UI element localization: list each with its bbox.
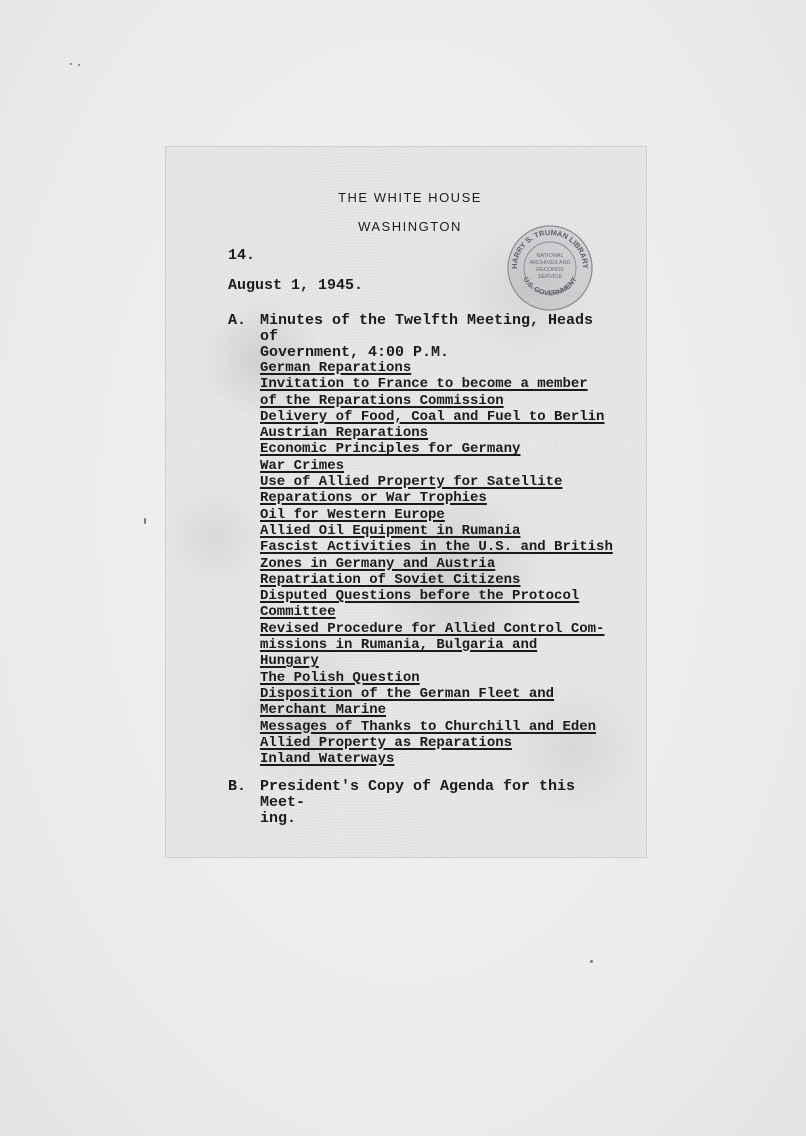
- letterhead-institution: THE WHITE HOUSE: [338, 190, 482, 205]
- agenda-item-text: Revised Procedure for Allied Control Com- missions in Rumania, Bulgaria and Hungary: [260, 620, 605, 670]
- agenda-item-text: Invitation to France to become a member of the Reparations Commission: [260, 376, 588, 409]
- agenda-item: [260, 360, 640, 376]
- agenda-item-text: Economic Principles for Germany: [260, 441, 521, 458]
- agenda-item-text: War Crimes: [260, 457, 345, 474]
- agenda-item-text: Fascist Activities in the U.S. and British Zones in Germany and Austria: [260, 539, 613, 572]
- agenda-item-text: Disposition of the German Fleet and Merchant Marine: [260, 685, 555, 719]
- agenda-item-text: Repatriation of Soviet Citizens: [260, 571, 521, 588]
- agenda-item-text: Disputed Questions before the Protocol Committee: [260, 588, 580, 621]
- agenda-item: [260, 539, 640, 572]
- agenda-item-text: Use of Allied Property for Satellite Reparations or War Trophies: [260, 474, 563, 507]
- agenda-item: [260, 751, 640, 767]
- agenda-item-text: Inland Waterways: [260, 751, 395, 768]
- agenda-item-text: The Polish Question: [260, 669, 420, 686]
- stamp-top-text: HARRY S. TRUMAN LIBRARY: [509, 227, 591, 270]
- agenda-item: [260, 376, 640, 409]
- agenda-item: [260, 670, 640, 686]
- agenda-item: [260, 588, 640, 621]
- letterhead-city: WASHINGTON: [358, 219, 462, 234]
- agenda-item: [260, 572, 640, 588]
- agenda-item: [260, 425, 640, 441]
- section-a-letter: A.: [228, 312, 247, 329]
- agenda-item: [260, 458, 640, 474]
- stamp-bottom-text: U.S. GOVERNMENT: [521, 276, 579, 298]
- section-a-text: Minutes of the Twelfth Meeting, Heads of Government, 4:00 P.M.: [260, 312, 594, 361]
- agenda-item-text: Allied Oil Equipment in Rumania: [260, 522, 521, 539]
- agenda-item-text: German Reparations: [260, 360, 412, 376]
- section-b-text: President's Copy of Agenda for this Meet- ing.: [260, 778, 576, 827]
- stamp-center-line: NATIONAL: [536, 253, 564, 259]
- agenda-item: [260, 507, 640, 523]
- agenda-item-text: Oil for Western Europe: [260, 506, 445, 523]
- agenda-item: [260, 523, 640, 539]
- agenda-item-text: Delivery of Food, Coal and Fuel to Berlin: [260, 408, 605, 425]
- document-number: 14.: [228, 247, 256, 264]
- stamp-center-line: ARCHIVES AND: [529, 260, 571, 266]
- agenda-item: [260, 719, 640, 735]
- agenda-item-text: Austrian Reparations: [260, 425, 429, 442]
- agenda-item: [260, 735, 640, 751]
- speck: [144, 518, 146, 524]
- speck: [590, 960, 593, 963]
- agenda-item-text: Messages of Thanks to Churchill and Eden: [260, 718, 597, 735]
- speck: [78, 64, 80, 66]
- agenda-item: [260, 621, 640, 670]
- agenda-item: [260, 474, 640, 507]
- document-date: August 1, 1945.: [228, 277, 364, 294]
- document-card: [166, 147, 646, 857]
- archives-stamp: [505, 223, 595, 313]
- agenda-item: [260, 409, 640, 425]
- section-b-letter: B.: [228, 778, 247, 795]
- speck: [70, 63, 72, 65]
- stamp-center-line: RECORDS: [536, 267, 564, 273]
- agenda-item: [260, 441, 640, 457]
- agenda-item-text: Allied Property as Reparations: [260, 734, 513, 751]
- stamp-center-line: SERVICE: [537, 274, 563, 280]
- agenda-list: [260, 360, 640, 767]
- agenda-item: [260, 686, 640, 719]
